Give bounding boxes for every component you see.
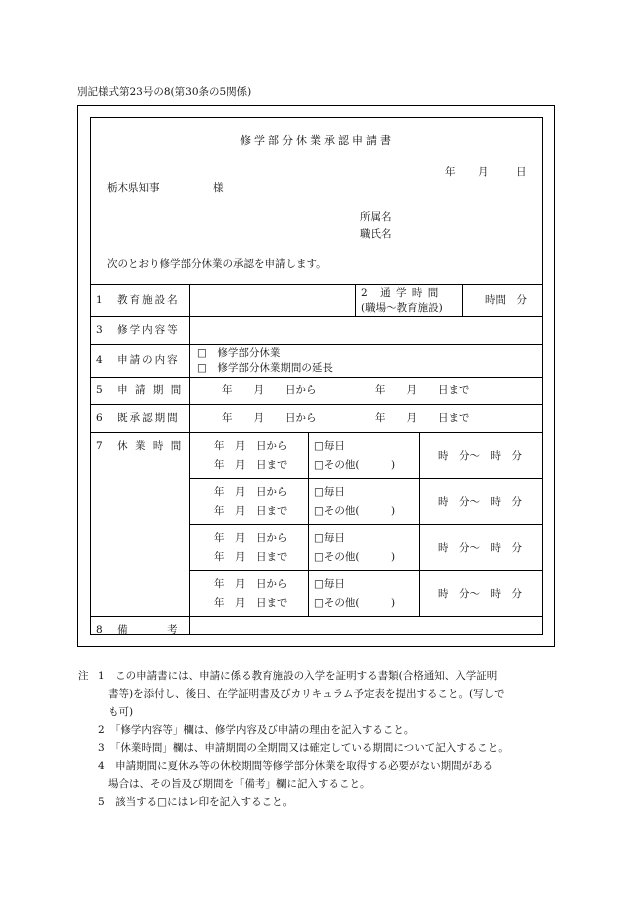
leave-4-time[interactable]: 時 分～ 時 分: [438, 588, 522, 600]
approved-period-to[interactable]: 年 月 日まで: [375, 412, 470, 424]
leave-2-other-checkbox[interactable]: □その他( ): [314, 505, 396, 517]
commute-time-field[interactable]: 時間 分: [485, 294, 527, 306]
leave-3-other-checkbox[interactable]: □その他( ): [314, 551, 396, 563]
leave-1-from[interactable]: 年 月 日から: [214, 440, 288, 452]
row-label-study-content: 3 修学内容等: [96, 324, 180, 336]
leave-2-daily-checkbox[interactable]: □毎日: [314, 486, 345, 498]
intro-text: 次のとおり修学部分休業の承認を申請します。: [107, 258, 327, 270]
form-label: 別記様式第23号の8(第30条の5関係): [77, 86, 252, 98]
leave-3-time[interactable]: 時 分～ 時 分: [438, 542, 522, 554]
note-1-line-2: 書等)を添付し、後日、在学証明書及びカリキュラム予定表を提出すること。(写しで: [108, 688, 505, 700]
application-period-from[interactable]: 年 月 日から: [222, 384, 317, 396]
approved-period-from[interactable]: 年 月 日から: [222, 412, 317, 424]
note-3: 3 「休業時間」欄は、申請期間の全期間又は確定している期間について記入すること。: [98, 742, 509, 754]
notes-prefix: 注: [78, 670, 89, 682]
note-1-line-1: 1 この申請書には、申請に係る教育施設の入学を証明する書類(合格通知、入学証明: [98, 670, 498, 682]
note-2: 2 「修学内容等」欄は、修学内容及び申請の理由を記入すること。: [98, 724, 415, 736]
leave-3-daily-checkbox[interactable]: □毎日: [314, 532, 345, 544]
study-content-field[interactable]: [195, 320, 539, 340]
checkbox-partial-leave[interactable]: □ 修学部分休業: [197, 347, 281, 359]
date-year[interactable]: 年: [445, 166, 456, 178]
leave-1-to[interactable]: 年 月 日まで: [214, 459, 288, 471]
leave-2-from[interactable]: 年 月 日から: [214, 486, 288, 498]
note-4-line-1: 4 申請期間に夏休み等の休校期間等修学部分休業を取得する必要がない期間がある: [98, 760, 494, 772]
note-1-line-3: も可): [108, 706, 134, 718]
leave-2-time[interactable]: 時 分～ 時 分: [438, 496, 522, 508]
row-label-approved-period: 6 既承認期間: [96, 412, 180, 424]
row-label-leave-hours: 7 休 業 時 間: [96, 440, 184, 452]
row-label-facility: 1 教育施設名: [96, 294, 180, 306]
checkbox-extension[interactable]: □ 修学部分休業期間の延長: [197, 362, 333, 374]
note-5: 5 該当する□にはレ印を記入すること。: [98, 796, 294, 808]
facility-field[interactable]: [195, 289, 351, 311]
leave-4-from[interactable]: 年 月 日から: [214, 578, 288, 590]
remarks-field[interactable]: [195, 620, 539, 632]
leave-1-time[interactable]: 時 分～ 時 分: [438, 450, 522, 462]
affiliation-label: 所属名: [360, 211, 392, 223]
form-title: 修学部分休業承認申請書: [240, 134, 394, 147]
leave-4-other-checkbox[interactable]: □その他( ): [314, 597, 396, 609]
date-month[interactable]: 月: [478, 166, 489, 178]
date-day[interactable]: 日: [516, 166, 527, 178]
leave-1-daily-checkbox[interactable]: □毎日: [314, 440, 345, 452]
row-label-application-period: 5 申 請 期 間: [96, 384, 184, 396]
leave-3-from[interactable]: 年 月 日から: [214, 532, 288, 544]
leave-2-to[interactable]: 年 月 日まで: [214, 505, 288, 517]
addressee: 栃木県知事: [107, 182, 160, 194]
leave-1-other-checkbox[interactable]: □その他( ): [314, 459, 396, 471]
application-period-to[interactable]: 年 月 日まで: [375, 384, 470, 396]
leave-4-to[interactable]: 年 月 日まで: [214, 597, 288, 609]
position-name-label: 職氏名: [360, 228, 392, 240]
leave-4-daily-checkbox[interactable]: □毎日: [314, 578, 345, 590]
row-label-commute: 2 通 学 時 間: [361, 287, 440, 299]
row-label-application: 4 申請の内容: [96, 354, 180, 366]
row-label-remarks: 8 備 考: [96, 624, 180, 636]
honorific: 様: [213, 182, 224, 194]
note-4-line-2: 場合は、その旨及び期間を「備考」欄に記入すること。: [108, 778, 371, 790]
row-label-commute-sub: (職場～教育施設): [361, 302, 443, 314]
leave-3-to[interactable]: 年 月 日まで: [214, 551, 288, 563]
